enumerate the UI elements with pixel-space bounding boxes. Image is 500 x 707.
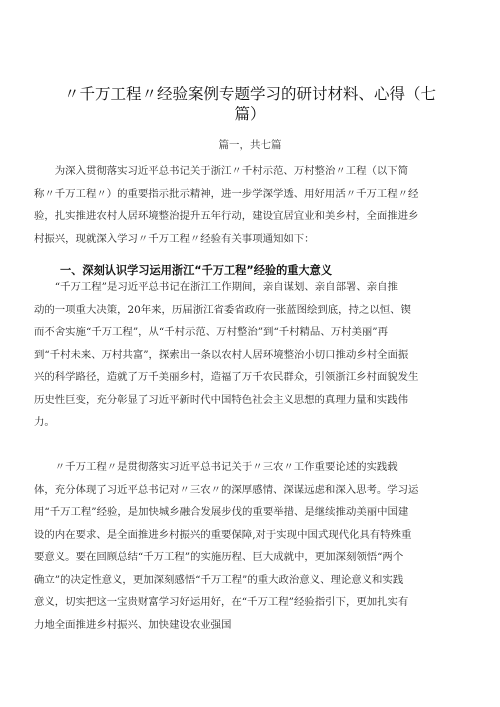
paragraph-line: 力。 [34, 416, 55, 428]
paragraph-line: 体，充分体现了习近平总书记对〃三农〃的深厚感情、深谋远虑和深入思考。学习运 [34, 483, 419, 496]
paragraph-line: 要意义。要在回顾总结“千万工程”的实施历程、巨大成就中，更加深刻领悟“两个 [34, 551, 404, 563]
paragraph-line: 意义，切实把这一宝贵财富学习好运用好，在“千万工程”经验指引下，更加扎实有 [34, 596, 409, 608]
document-title-line-1: 〃千万工程〃经验案例专题学习的研讨材料、心得（七 [63, 85, 436, 103]
paragraph-1 [34, 276, 466, 434]
paragraph-line: 兴的科学路径，造就了万千美丽乡村，造福了万千农民群众，引领浙江乡村面貌发生 [34, 371, 419, 383]
intro-line: 验，扎实推进农村人居环境整治提升五年行动，建设宜居宜业和美乡村，全面推进乡 [34, 210, 419, 222]
paragraph-line: 用“千万工程”经验，是加快城乡融合发展步伐的重要举措、是继续推动美丽中国建 [34, 506, 409, 518]
document-title-line-2: 篇） [234, 105, 266, 123]
intro-text [34, 160, 466, 250]
paragraph-line: 确立”的决定性意义，更加深刻感悟“千万工程”的重大政治意义、理论意义和实践 [34, 573, 404, 586]
paragraph-line: 〃千万工程〃是贯彻落实习近平总书记关于〃三农〃工作重要论述的实践载 [54, 461, 398, 473]
paragraph-line: 历史性巨变，充分彰显了习近平新时代中国特色社会主义思想的真理力量和实践伟 [34, 393, 409, 406]
section-heading-1: 一、深刻认识学习运用浙江“千万工程”经验的重大意义 [60, 264, 333, 277]
paragraph-1-text [34, 276, 466, 434]
paragraph-line: “千万工程”是习近平总书记在浙江工作期间，亲自谋划、亲自部署、亲自推 [54, 281, 398, 293]
document-title [40, 84, 460, 124]
paragraph-2 [34, 456, 466, 636]
intro-line: 称〃千万工程〃）的重要指示批示精神，进一步学深学透、用好用活〃千万工程〃经 [34, 187, 419, 200]
paragraph-line: 动的一项重大决策，20年来，历届浙江省委省政府一张蓝图绘到底，持之以恒、锲 [34, 303, 411, 316]
intro-paragraph [34, 160, 466, 250]
paragraph-line: 设的内在要求、是全面推进乡村振兴的重要保障,对于实现中国式现代化具有特殊重 [34, 528, 412, 541]
paragraph-line: 而不舍实施“千万工程”，从“千村示范、万村整治”到“千村精品、万村美丽”再 [34, 326, 388, 338]
paragraph-line: 力地全面推进乡村振兴、加快建设农业强国 [34, 618, 232, 631]
paragraph-2-text [34, 456, 466, 636]
document-subtitle: 篇一，共七篇 [218, 139, 282, 151]
intro-line: 村振兴，现就深入学习〃千万工程〃经验有关事项通知如下： [34, 232, 315, 245]
intro-line: 为深入贯彻落实习近平总书记关于浙江〃千村示范、万村整治〃工程（以下简 [54, 165, 409, 177]
paragraph-line: 到“千村未来、万村共富”，探索出一条以农村人居环境整治小切口推动乡村全面振 [34, 348, 409, 361]
